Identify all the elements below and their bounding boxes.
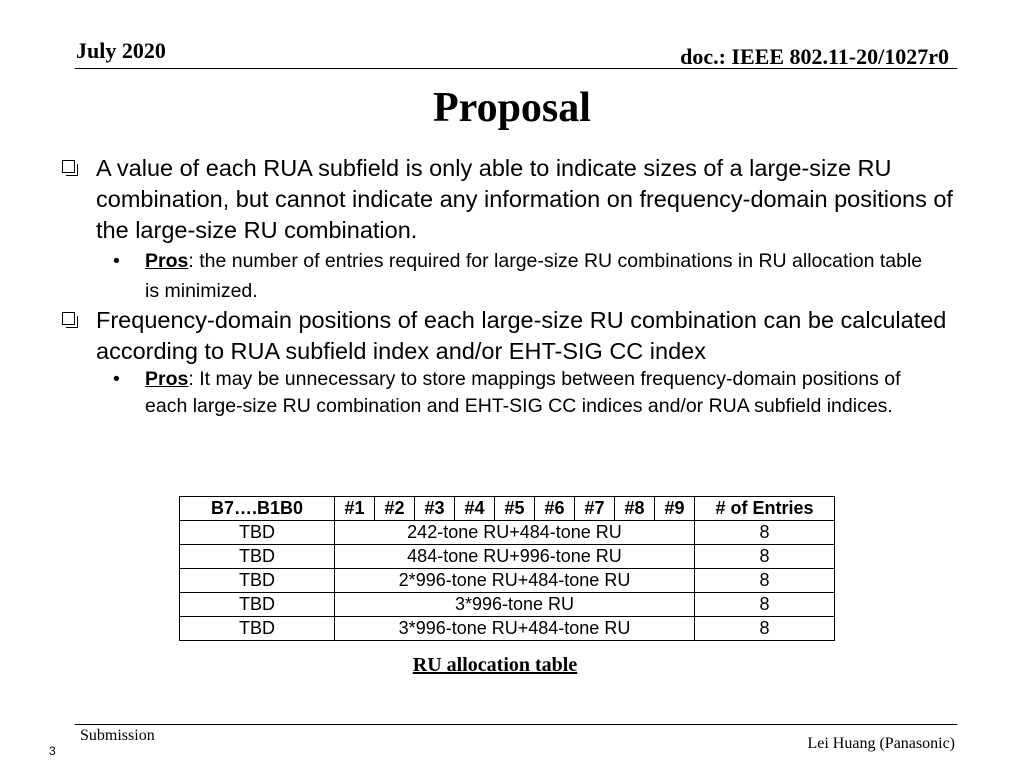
cell-bits: TBD — [180, 569, 335, 593]
sub-bullet-1 — [113, 246, 933, 306]
cell-combination: 2*996-tone RU+484-tone RU — [335, 569, 695, 593]
table-row — [180, 521, 835, 545]
cell-entries: 8 — [695, 617, 835, 641]
cell-bits: TBD — [180, 545, 335, 569]
checkbox-bullet-icon — [62, 160, 75, 173]
header-col-5: #5 — [495, 497, 535, 521]
sub-bullet-1-text — [145, 246, 933, 306]
header-col-7: #7 — [575, 497, 615, 521]
bullet-1 — [62, 153, 962, 246]
cell-bits: TBD — [180, 593, 335, 617]
header-col-8: #8 — [615, 497, 655, 521]
ru-allocation-table — [179, 496, 835, 641]
cell-entries: 8 — [695, 569, 835, 593]
cell-combination: 3*996-tone RU — [335, 593, 695, 617]
dot-bullet-icon: • — [113, 368, 120, 390]
table-row — [180, 593, 835, 617]
cell-entries: 8 — [695, 521, 835, 545]
header-col-3: #3 — [415, 497, 455, 521]
header-bits: B7….B1B0 — [180, 497, 335, 521]
cell-bits: TBD — [180, 521, 335, 545]
cell-entries: 8 — [695, 545, 835, 569]
footer-divider — [75, 724, 957, 725]
header-col-2: #2 — [375, 497, 415, 521]
bullet-1-text: A value of each RUA subfield is only able to indicate sizes of a large-size RU combination, but cannot indicate any information on frequency-domain positions of the large-size RU combination. — [96, 155, 953, 243]
sub-bullet-2 — [113, 366, 933, 420]
footer-submission: Submission — [80, 727, 155, 744]
page-number: 3 — [49, 744, 56, 758]
header-doc-id: doc.: IEEE 802.11-20/1027r0 — [680, 44, 949, 69]
sub-bullet-2-body: : It may be unnecessary to store mappings between frequency-domain positions of each large-size RU combination and EHT-SIG CC indices and/or RUA subfield indices. — [145, 368, 901, 417]
table-caption: RU allocation table — [412, 654, 578, 676]
header-date: July 2020 — [76, 38, 166, 63]
header-divider — [75, 68, 957, 69]
sub-bullet-2-text — [145, 366, 933, 420]
header-col-9: #9 — [655, 497, 695, 521]
dot-bullet-icon: • — [113, 250, 120, 272]
bullet-2 — [62, 305, 962, 367]
checkbox-bullet-icon — [62, 312, 75, 325]
table-header-row — [180, 497, 835, 521]
bullet-2-text: Frequency-domain positions of each large-size RU combination can be calculated according to RUA subfield index and/or EHT-SIG CC index — [96, 307, 947, 364]
table-row — [180, 569, 835, 593]
header-col-4: #4 — [455, 497, 495, 521]
header-col-6: #6 — [535, 497, 575, 521]
table-row — [180, 617, 835, 641]
cell-combination: 3*996-tone RU+484-tone RU — [335, 617, 695, 641]
cell-combination: 242-tone RU+484-tone RU — [335, 521, 695, 545]
table-row — [180, 545, 835, 569]
header-col-1: #1 — [335, 497, 375, 521]
sub-bullet-1-body: : the number of entries required for large-size RU combinations in RU allocation table is minimized. — [145, 250, 923, 302]
footer-author: Lei Huang (Panasonic) — [807, 735, 955, 752]
cell-combination: 484-tone RU+996-tone RU — [335, 545, 695, 569]
cell-bits: TBD — [180, 617, 335, 641]
slide-title: Proposal — [433, 85, 591, 131]
header-entries: # of Entries — [695, 497, 835, 521]
cell-entries: 8 — [695, 593, 835, 617]
pros-label: Pros — [145, 250, 189, 272]
pros-label: Pros — [145, 368, 189, 390]
